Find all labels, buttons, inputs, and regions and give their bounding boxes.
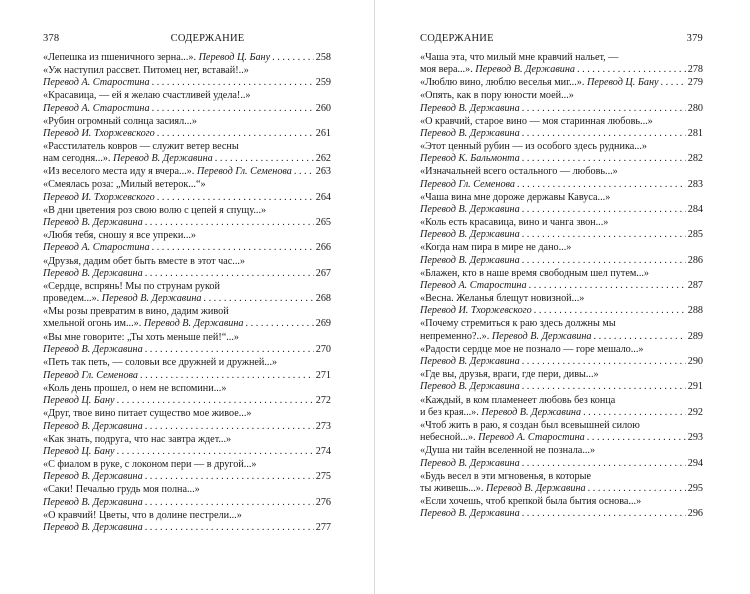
translator: Перевод В. Державина xyxy=(143,318,244,330)
entry-text xyxy=(43,217,143,229)
entry-line: «Чтоб жить в раю, я создан был всевышней силою xyxy=(420,419,640,431)
translator: Перевод И. Тхоржевского xyxy=(43,128,155,140)
page-ref: 259 xyxy=(315,77,331,89)
toc-entry xyxy=(420,52,703,77)
toc-entry xyxy=(420,217,703,242)
entry-line: «Блажен, кто в наше время свободным шел путем...» xyxy=(420,267,650,279)
dot-leader xyxy=(246,318,314,330)
entry-text xyxy=(420,458,520,470)
entry-last-line xyxy=(420,407,703,419)
entry-line: «Чаша вина мне дороже державы Кавуса...» xyxy=(420,191,611,203)
entry-last-line xyxy=(420,432,703,444)
entry-last-line xyxy=(420,128,703,140)
toc-entry xyxy=(43,205,331,230)
entry-title: небесной...». xyxy=(420,432,479,444)
entry-text xyxy=(43,318,244,330)
entry-last-line xyxy=(43,370,331,382)
toc-entry xyxy=(420,318,703,343)
page-ref: 282 xyxy=(687,153,703,165)
entry-line: «Мы розы превратим в вино, дадим живой xyxy=(43,306,229,318)
entry-text xyxy=(43,370,138,382)
entry-last-line xyxy=(420,331,703,343)
entry-line: «Коль день прошел, о нем не вспомини...» xyxy=(43,382,227,394)
translator: Перевод В. Державина xyxy=(43,343,143,355)
entry-text xyxy=(420,229,520,241)
entry-last-line xyxy=(43,268,331,280)
entry-text xyxy=(43,153,213,165)
entry-line: «Вы мне говорите: „Ты хоть меньше пей!“...» xyxy=(43,331,239,343)
entry-text xyxy=(43,293,201,305)
translator: Перевод А. Старостина xyxy=(478,432,585,444)
toc-entry xyxy=(420,268,703,293)
translator: Перевод В. Державина xyxy=(101,293,202,305)
entry-text xyxy=(43,395,115,407)
entry-line: «О кравчий! Цветы, что в долине пестрели...» xyxy=(43,509,242,521)
toc-entry xyxy=(420,116,703,141)
entry-text xyxy=(43,344,143,356)
translator: Перевод В. Державина xyxy=(420,508,520,520)
entry-title: «Из веселого места иду я вчера...». xyxy=(43,166,197,178)
entry-title: проведем...». xyxy=(43,293,102,305)
entry-line: «Радости сердце мое не познало — горе мешало...» xyxy=(420,343,644,355)
translator: Перевод В. Державина xyxy=(475,64,575,76)
entry-line: «Чаша эта, что милый мне кравчий нальет, — xyxy=(420,52,619,63)
translator: Перевод В. Державина xyxy=(420,229,520,241)
translator: Перевод В. Державина xyxy=(43,521,143,533)
page-ref: 258 xyxy=(315,52,331,63)
entry-text xyxy=(420,483,586,495)
toc-entry xyxy=(43,434,331,459)
toc-entry xyxy=(420,77,703,89)
dot-leader xyxy=(145,497,314,509)
entry-title: хмельной огонь им...». xyxy=(43,318,144,330)
entry-last-line xyxy=(43,497,331,509)
translator: Перевод В. Державина xyxy=(43,217,143,229)
entry-line: «Изначальней всего остального — любовь...» xyxy=(420,166,618,178)
translator: Перевод К. Бальмонта xyxy=(420,153,520,165)
entry-text xyxy=(420,179,515,191)
entry-text xyxy=(420,508,520,520)
running-title: СОДЕРЖАНИЕ xyxy=(420,33,494,44)
entry-line: «Уж наступил рассвет. Питомец нег, вставай!..» xyxy=(43,65,249,77)
dot-leader xyxy=(145,522,314,534)
toc-list xyxy=(43,52,331,535)
translator: Перевод В. Державина xyxy=(43,471,143,483)
dot-leader xyxy=(522,153,686,165)
toc-entry xyxy=(420,395,703,420)
dot-leader xyxy=(583,407,686,419)
translator: Перевод В. Державина xyxy=(481,406,582,418)
translator: Перевод А. Старостина xyxy=(43,242,150,254)
entry-last-line xyxy=(43,421,331,433)
entry-line: «Красавица, — ей я желаю счастливей удела!..» xyxy=(43,90,251,102)
page-ref: 274 xyxy=(315,445,331,457)
toc-entry xyxy=(43,332,331,357)
entry-last-line xyxy=(43,522,331,534)
entry-line: «Расстилатель ковров — служит ветер весны xyxy=(43,141,239,153)
toc-entry xyxy=(420,496,703,521)
entry-line: «Душа ни тайн вселенной не познала...» xyxy=(420,445,596,457)
page-ref: 285 xyxy=(687,229,703,241)
dot-leader xyxy=(272,52,314,64)
toc-entry xyxy=(420,166,703,191)
dot-leader xyxy=(145,344,314,356)
page-ref: 267 xyxy=(315,267,331,279)
page-ref: 294 xyxy=(687,457,703,469)
dot-leader xyxy=(117,446,314,458)
entry-title: нам сегодня...». xyxy=(43,153,114,165)
dot-leader xyxy=(534,305,686,317)
entry-last-line xyxy=(43,153,331,165)
entry-text xyxy=(420,204,520,216)
toc-entry xyxy=(420,471,703,496)
toc-entry xyxy=(43,256,331,281)
dot-leader xyxy=(145,268,314,280)
page-ref: 272 xyxy=(315,395,331,407)
toc-entry xyxy=(420,293,703,318)
page-ref: 293 xyxy=(687,432,703,444)
entry-last-line xyxy=(43,192,331,204)
entry-line: «Как знать, подруга, что нас завтра ждет...» xyxy=(43,433,232,445)
toc-entry xyxy=(43,484,331,509)
page-ref: 287 xyxy=(687,280,703,292)
dot-leader xyxy=(203,293,313,305)
dot-leader xyxy=(522,229,686,241)
entry-last-line xyxy=(43,395,331,407)
entry-last-line xyxy=(43,446,331,458)
entry-text xyxy=(43,497,143,509)
entry-text xyxy=(420,432,585,444)
translator: Перевод А. Старостина xyxy=(420,280,527,292)
entry-line: «Сердце, вспрянь! Мы по струнам рукой xyxy=(43,280,220,292)
entry-text xyxy=(420,77,659,89)
toc-entry xyxy=(43,510,331,535)
toc-entry xyxy=(420,420,703,445)
dot-leader xyxy=(157,192,314,204)
entry-title: ты живешь...». xyxy=(420,482,486,494)
right-page xyxy=(375,0,750,594)
page-ref: 277 xyxy=(315,521,331,533)
entry-line: «Рубин огромный солнца засиял...» xyxy=(43,115,197,127)
entry-text xyxy=(420,331,592,343)
entry-title: и без края...». xyxy=(420,406,482,418)
entry-last-line xyxy=(43,166,331,178)
translator: Перевод Гл. Семенова xyxy=(196,166,292,178)
toc-entry xyxy=(43,357,331,369)
entry-last-line xyxy=(420,280,703,292)
entry-line: «Будь весел в эти мгновенья, в которые xyxy=(420,470,591,482)
page-ref: 292 xyxy=(687,406,703,418)
translator: Перевод В. Державина xyxy=(420,204,520,216)
dot-leader xyxy=(522,458,686,470)
toc-entry xyxy=(43,65,331,90)
translator: Перевод В. Державина xyxy=(420,128,520,140)
dot-leader xyxy=(522,204,686,216)
toc-entry xyxy=(43,90,331,115)
entry-text xyxy=(43,52,270,64)
entry-text xyxy=(420,64,575,76)
entry-last-line xyxy=(420,153,703,165)
entry-title: непременно?..». xyxy=(420,330,492,342)
entry-text xyxy=(420,381,520,393)
entry-text xyxy=(420,128,520,140)
translator: Перевод И. Тхоржевского xyxy=(43,191,155,203)
dot-leader xyxy=(152,77,314,89)
running-title: СОДЕРЖАНИЕ xyxy=(170,33,245,44)
toc-entry xyxy=(43,408,331,433)
toc-entry xyxy=(43,141,331,166)
toc-entry xyxy=(43,166,331,178)
entry-text xyxy=(420,356,520,368)
translator: Перевод В. Державина xyxy=(43,496,143,508)
entry-last-line xyxy=(43,103,331,115)
toc-list xyxy=(420,52,703,521)
entry-last-line xyxy=(43,344,331,356)
translator: Перевод И. Тхоржевского xyxy=(420,305,532,317)
dot-leader xyxy=(152,242,314,254)
dot-leader xyxy=(145,217,314,229)
dot-leader xyxy=(517,179,686,191)
entry-text xyxy=(43,166,292,178)
page-ref: 288 xyxy=(687,305,703,317)
entry-last-line xyxy=(420,77,703,89)
translator: Перевод Ц. Бану xyxy=(198,52,271,63)
page-ref: 295 xyxy=(687,482,703,494)
page-ref: 284 xyxy=(687,204,703,216)
entry-line: «Саки! Печалью грудь моя полна...» xyxy=(43,484,200,496)
entry-last-line xyxy=(420,255,703,267)
page-ref: 276 xyxy=(315,496,331,508)
dot-leader xyxy=(215,153,314,165)
entry-last-line xyxy=(420,483,703,495)
page-ref: 264 xyxy=(315,191,331,203)
dot-leader xyxy=(294,166,314,178)
dot-leader xyxy=(152,103,314,115)
entry-title: «Петь так петь, — соловьи все дружней и дружней...» xyxy=(43,356,278,368)
translator: Перевод В. Державина xyxy=(420,381,520,393)
entry-last-line xyxy=(43,318,331,330)
toc-entry xyxy=(43,116,331,141)
entry-text xyxy=(43,103,150,115)
page-ref: 275 xyxy=(315,471,331,483)
dot-leader xyxy=(522,381,686,393)
dot-leader xyxy=(145,471,314,483)
entry-last-line xyxy=(43,77,331,89)
toc-entry xyxy=(43,52,331,64)
entry-text xyxy=(420,255,520,267)
entry-text xyxy=(43,242,150,254)
dot-leader xyxy=(594,331,686,343)
toc-entry xyxy=(420,242,703,267)
entry-text xyxy=(43,421,143,433)
page-ref: 290 xyxy=(687,356,703,368)
page-number: 378 xyxy=(43,33,60,44)
dot-leader xyxy=(117,395,314,407)
translator: Перевод В. Державина xyxy=(113,153,213,165)
entry-text xyxy=(43,128,155,140)
page-ref: 283 xyxy=(687,178,703,190)
entry-last-line xyxy=(420,204,703,216)
page-ref: 291 xyxy=(687,381,703,393)
entry-line: «Друг, твое вино питает существо мое живое...» xyxy=(43,408,252,420)
entry-last-line xyxy=(420,305,703,317)
entry-title: моя вера...». xyxy=(420,64,476,76)
entry-line: «Где вы, друзья, враги, где пери, дивы...» xyxy=(420,369,599,381)
translator: Перевод В. Державина xyxy=(420,254,520,266)
page-ref: 286 xyxy=(687,254,703,266)
toc-entry xyxy=(43,179,331,204)
dot-leader xyxy=(522,103,686,115)
page-ref: 289 xyxy=(687,330,703,342)
entry-line: «Этот ценный рубин — из особого здесь рудника...» xyxy=(420,141,647,153)
entry-last-line xyxy=(43,293,331,305)
entry-text xyxy=(43,522,143,534)
dot-leader xyxy=(587,432,686,444)
dot-leader xyxy=(140,370,314,382)
entry-line: «Опять, как в пору юности моей...» xyxy=(420,90,574,102)
translator: Перевод В. Державина xyxy=(43,420,143,432)
translator: Перевод Гл. Семенова xyxy=(420,178,515,190)
entry-line: «В дни цветения роз свою волю с цепей я спущу...» xyxy=(43,204,267,216)
toc-entry xyxy=(43,383,331,408)
translator: Перевод В. Державина xyxy=(485,482,586,494)
page-ref: 270 xyxy=(315,343,331,355)
page-number: 379 xyxy=(686,33,703,44)
entry-last-line xyxy=(420,64,703,76)
entry-last-line xyxy=(420,229,703,241)
page-ref: 260 xyxy=(315,102,331,114)
toc-entry xyxy=(43,281,331,306)
translator: Перевод Ц. Бану xyxy=(43,445,115,457)
entry-last-line xyxy=(43,217,331,229)
translator: Перевод Ц. Бану xyxy=(43,395,115,407)
entry-text xyxy=(43,192,155,204)
dot-leader xyxy=(522,356,686,368)
entry-text xyxy=(43,77,150,89)
toc-entry xyxy=(420,445,703,470)
entry-line: «О кравчий, старое вино — моя старинная любовь...» xyxy=(420,115,653,127)
entry-line: «Когда нам пира в мире не дано...» xyxy=(420,242,572,254)
toc-entry xyxy=(420,369,703,394)
entry-text xyxy=(420,407,581,419)
page-ref: 296 xyxy=(687,508,703,520)
page-ref: 279 xyxy=(687,77,703,89)
entry-line: «Почему стремиться к раю здесь должны мы xyxy=(420,318,616,330)
toc-entry xyxy=(43,459,331,484)
entry-text xyxy=(43,446,115,458)
entry-line: «Смеялась роза: „Милый ветерок...“» xyxy=(43,179,206,191)
entry-last-line xyxy=(420,381,703,393)
entry-last-line xyxy=(43,128,331,140)
translator: Перевод Ц. Бану xyxy=(586,77,659,89)
dot-leader xyxy=(522,128,686,140)
entry-line: «Коль есть красавица, вино и чанга звон...» xyxy=(420,217,609,229)
entry-text xyxy=(420,103,520,115)
dot-leader xyxy=(157,128,314,140)
entry-text xyxy=(43,268,143,280)
toc-entry xyxy=(420,192,703,217)
toc-entry xyxy=(420,141,703,166)
page-ref: 265 xyxy=(315,217,331,229)
entry-title: «Люблю вино, люблю веселья миг...». xyxy=(420,77,587,89)
entry-title: «Лепешка из пшеничного зерна...». xyxy=(43,52,199,63)
translator: Перевод А. Старостина xyxy=(43,77,150,89)
entry-line: «С фиалом в руке, с локоном пери — в другой...» xyxy=(43,459,257,470)
entry-line: «Весна. Желанья блещут новизной...» xyxy=(420,293,585,305)
page-ref: 271 xyxy=(315,369,331,381)
entry-last-line xyxy=(420,179,703,191)
dot-leader xyxy=(529,280,686,292)
translator: Перевод А. Старостина xyxy=(43,102,150,114)
toc-entry xyxy=(43,306,331,331)
entry-last-line xyxy=(43,357,331,369)
entry-text xyxy=(420,153,520,165)
translator: Перевод В. Державина xyxy=(420,356,520,368)
dot-leader xyxy=(661,77,686,89)
translator: Перевод Гл. Семенова xyxy=(43,369,138,381)
entry-last-line xyxy=(43,52,331,64)
entry-last-line xyxy=(420,508,703,520)
page-ref: 269 xyxy=(315,318,331,330)
translator: Перевод В. Державина xyxy=(491,330,592,342)
page-ref: 268 xyxy=(315,293,331,305)
page-ref: 262 xyxy=(315,153,331,165)
page-ref: 280 xyxy=(687,102,703,114)
toc-entry xyxy=(420,344,703,369)
entry-last-line xyxy=(420,103,703,115)
page-ref: 273 xyxy=(315,420,331,432)
toc-entry xyxy=(420,90,703,115)
translator: Перевод В. Державина xyxy=(420,457,520,469)
entry-last-line xyxy=(420,458,703,470)
entry-line: «Друзья, дадим обет быть вместе в этот час...» xyxy=(43,255,246,267)
translator: Перевод В. Державина xyxy=(420,102,520,114)
entry-line: «Любя тебя, сношу я все упреки...» xyxy=(43,230,197,242)
entry-text xyxy=(420,305,532,317)
dot-leader xyxy=(522,508,686,520)
entry-last-line xyxy=(43,471,331,483)
dot-leader xyxy=(577,64,686,76)
dot-leader xyxy=(522,255,686,267)
toc-entry xyxy=(43,370,331,382)
dot-leader xyxy=(588,483,686,495)
entry-last-line xyxy=(43,242,331,254)
page-ref: 261 xyxy=(315,128,331,140)
dot-leader xyxy=(145,421,314,433)
toc-entry xyxy=(43,230,331,255)
entry-text xyxy=(43,357,277,369)
entry-line: «Каждый, в ком пламенеет любовь без конца xyxy=(420,394,616,406)
page-ref: 278 xyxy=(687,64,703,76)
entry-line: «Если хочешь, чтоб крепкой была бытия основа...» xyxy=(420,495,642,507)
entry-last-line xyxy=(420,356,703,368)
page-ref: 281 xyxy=(687,128,703,140)
entry-text xyxy=(43,471,143,483)
entry-text xyxy=(420,280,527,292)
page-ref: 266 xyxy=(315,242,331,254)
translator: Перевод В. Державина xyxy=(43,267,143,279)
page-ref: 263 xyxy=(315,166,331,178)
